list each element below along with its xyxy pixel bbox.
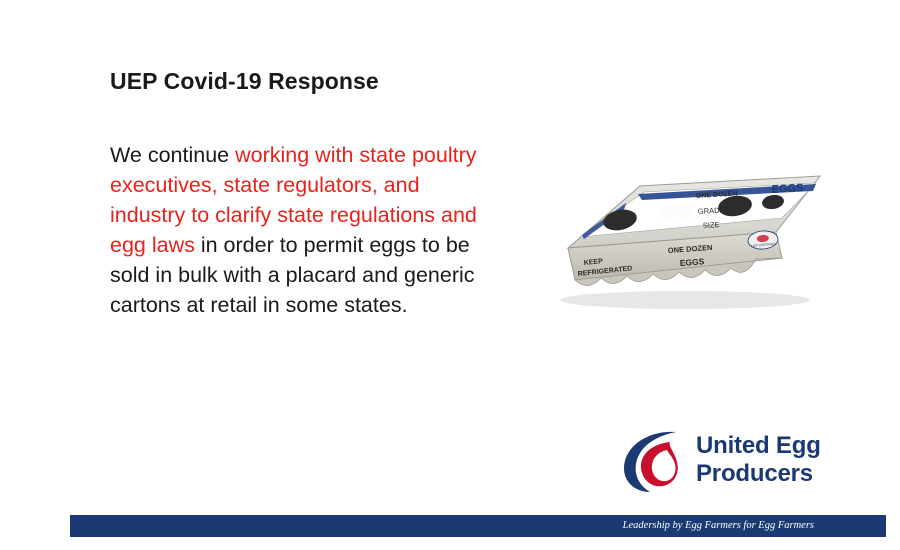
body-text-part1: We continue (110, 143, 236, 167)
body-text-part2: in order to permit eggs to be sold in bulk with a placard and generic cartons at retail in some states. (110, 233, 475, 317)
label-grade: GRADE (697, 205, 725, 216)
logo-line-2: Producers (696, 460, 813, 487)
egg-carton-image (520, 140, 840, 320)
egg-carton-illustration (520, 140, 840, 320)
label-size: SIZE (702, 219, 720, 230)
label-one-dozen-front: ONE DOZEN (667, 242, 713, 255)
footer-tagline: Leadership by Egg Farmers for Egg Farmers (622, 520, 814, 531)
label-one-dozen-top: ONE DOZEN (695, 190, 738, 200)
body-text-highlight: working with state poultry executives, state regulators, and industry to clarify state regulations and egg laws (110, 143, 477, 257)
logo-line-1: United Egg (696, 432, 821, 459)
footer-bar (70, 515, 886, 537)
uep-logo-text (696, 432, 821, 488)
uep-logo (618, 428, 848, 500)
label-eggs-front: EGGS (679, 256, 705, 268)
uep-logo-mark (618, 428, 692, 494)
page-title: UEP Covid-19 Response (110, 68, 379, 94)
label-eggs-top: EGGS (771, 182, 804, 196)
label-keep: KEEP (583, 258, 604, 267)
body-paragraph (110, 140, 490, 320)
svg-text:UEP CERTIFIED: UEP CERTIFIED (751, 241, 776, 249)
label-refrigerated: REFRIGERATED (577, 265, 633, 278)
